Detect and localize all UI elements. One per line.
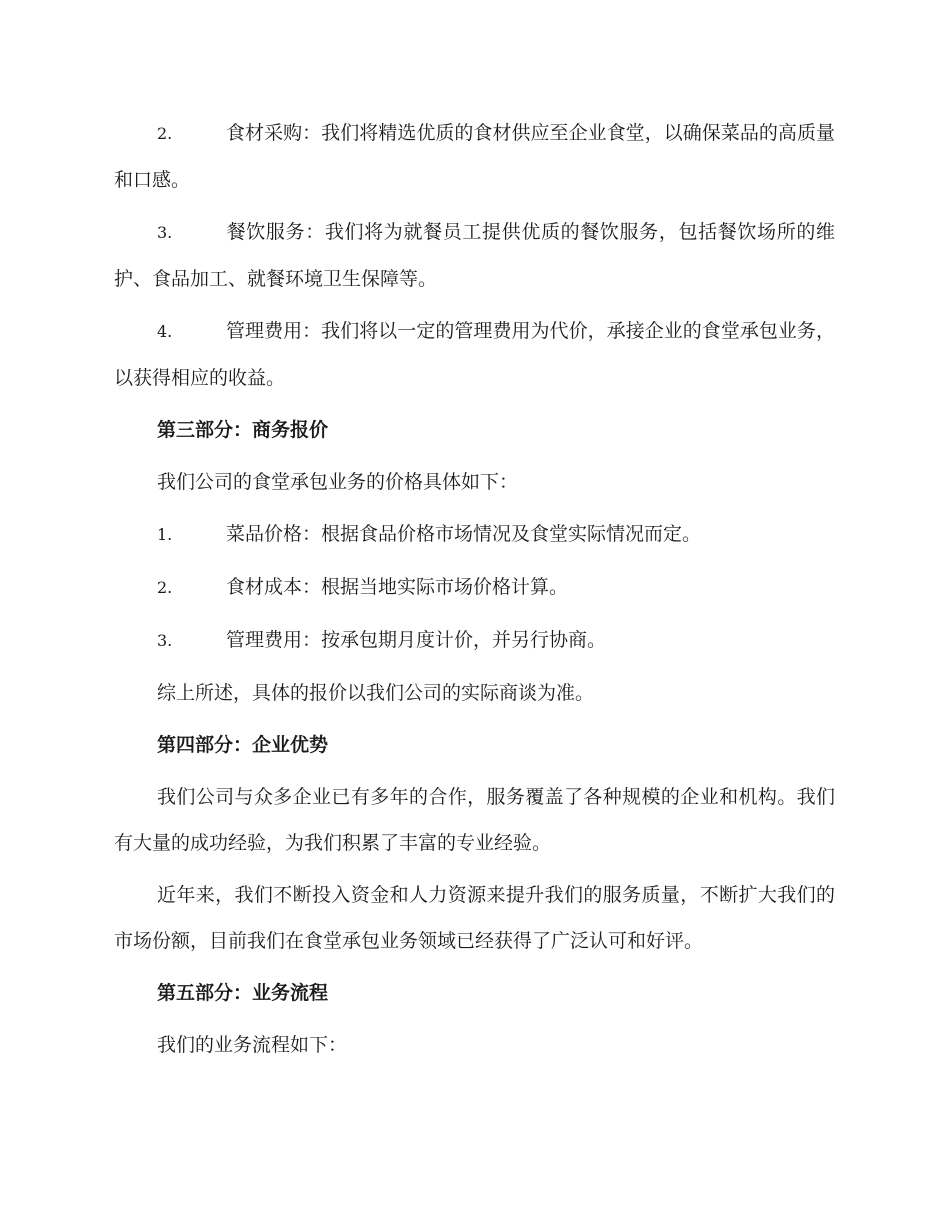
list-item-text: 菜品价格：根据食品价格市场情况及食堂实际情况而定。 [226, 523, 702, 545]
list-item [114, 564, 835, 611]
paragraph: 我们公司的食堂承包业务的价格具体如下： [157, 471, 519, 493]
list-item-text: 管理费用：按承包期月度计价，并另行协商。 [226, 629, 607, 651]
list-item-number: 2. [157, 124, 173, 143]
list-item-number: 4. [157, 322, 173, 341]
paragraph: 我们公司与众多企业已有多年的合作，服务覆盖了各种规模的企业和机构。我们有大量的成功经验，为我们积累了丰富的专业经验。 [114, 786, 835, 854]
list-item-number: 3. [157, 223, 173, 242]
list-item [114, 209, 835, 302]
section-heading-pricing: 第三部分：商务报价 [157, 419, 329, 441]
list-item [114, 511, 835, 558]
list-item [114, 110, 835, 203]
list-item [114, 308, 835, 401]
list-item-text: 食材成本：根据当地实际市场价格计算。 [226, 576, 569, 598]
document-content [114, 0, 835, 1068]
paragraph: 我们的业务流程如下： [157, 1034, 348, 1056]
section-heading-advantages: 第四部分：企业优势 [157, 734, 329, 756]
list-item-number: 2. [157, 578, 173, 597]
list-item-text: 餐饮服务：我们将为就餐员工提供优质的餐饮服务，包括餐饮场所的维护、食品加工、就餐环境卫生保障等。 [114, 221, 835, 290]
list-item-number: 3. [157, 631, 173, 650]
section-heading-process: 第五部分：业务流程 [157, 982, 329, 1004]
paragraph: 综上所述，具体的报价以我们公司的实际商谈为准。 [157, 682, 595, 704]
list-item-text: 管理费用：我们将以一定的管理费用为代价，承接企业的食堂承包业务，以获得相应的收益。 [114, 320, 835, 389]
paragraph: 近年来，我们不断投入资金和人力资源来提升我们的服务质量，不断扩大我们的市场份额，目前我们在食堂承包业务领域已经获得了广泛认可和好评。 [114, 884, 835, 952]
list-item [114, 617, 835, 664]
list-item-text: 食材采购：我们将精选优质的食材供应至企业食堂，以确保菜品的高质量和口感。 [114, 122, 835, 191]
list-item-number: 1. [157, 525, 173, 544]
